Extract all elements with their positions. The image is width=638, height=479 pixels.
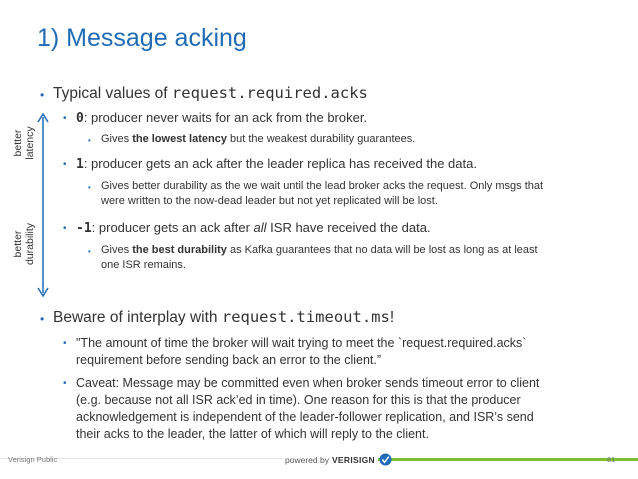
side-label-latency-line1: better bbox=[12, 129, 24, 157]
bullet-dot: • bbox=[63, 338, 67, 349]
caveat-line3: acknowledgement is independent of the leader-follower replication, and ISR’s send bbox=[76, 410, 534, 424]
bullet-dot: • bbox=[63, 223, 67, 234]
ack0-sub bbox=[101, 132, 415, 147]
ackm1-sub bbox=[101, 243, 631, 273]
ackm1-sub-pre: Gives bbox=[101, 244, 133, 256]
ack1-text: : producer gets an ack after the leader replica has received the data. bbox=[83, 156, 477, 171]
caveat-line2: (e.g. because not all ISR ack’ed in time). One reason for this is that the producer bbox=[76, 393, 521, 407]
ackm1-text-italic: all bbox=[253, 220, 267, 235]
caveat-line4: their acks to the leader, the latter of which will reply to the client. bbox=[76, 427, 429, 441]
verisign-check-icon bbox=[379, 453, 392, 466]
bullet-dot: • bbox=[40, 312, 45, 326]
brand-name: VERISIGN bbox=[331, 454, 375, 465]
ack1-sub bbox=[101, 179, 631, 209]
caveat-line1: Caveat: Message may be committed even when broker sends timeout error to client bbox=[76, 376, 540, 390]
powered-by-text: powered by bbox=[285, 454, 329, 465]
ackm1-sub-line2: one ISR remains. bbox=[101, 259, 186, 271]
ackm1-sub-line1 bbox=[101, 243, 631, 258]
typical-prefix: Typical values of bbox=[53, 85, 172, 102]
ack0-sub-bold: the lowest latency bbox=[132, 133, 227, 145]
ack1-sub-line1: Gives better durability as the we wait until the lead broker acks the request. Only msgs that bbox=[101, 180, 544, 192]
ackm1-sub-post: as Kafka guarantees that no data will be lost as long as at least bbox=[226, 244, 538, 256]
typical-code: request.required.acks bbox=[171, 84, 368, 102]
ack1-code: 1 bbox=[76, 157, 84, 172]
bullet-dot: • bbox=[63, 378, 67, 389]
bullet-ack-1 bbox=[76, 156, 477, 172]
bullet-dot: • bbox=[88, 136, 91, 145]
ack0-sub-pre: Gives bbox=[101, 133, 133, 145]
beware-suffix: ! bbox=[389, 309, 395, 326]
bullet-dot: • bbox=[63, 113, 67, 124]
ack1-sub-line2: were written to the now-dead leader but not yet replicated will be lost. bbox=[101, 195, 438, 207]
ackm1-sub-bold: the best durability bbox=[132, 244, 227, 256]
ack0-sub-post: but the weakest durability guarantees. bbox=[226, 133, 416, 145]
ackm1-text-pre: : producer gets an ack after bbox=[91, 220, 254, 235]
footer-classification: Verisign Public bbox=[8, 455, 58, 464]
ackm1-text-post: ISR have received the data. bbox=[266, 220, 431, 235]
bullet-ack-minus1 bbox=[76, 220, 431, 236]
side-label-better-latency bbox=[12, 120, 36, 166]
ack0-code: 0 bbox=[76, 111, 84, 126]
side-label-durability-line2: durability bbox=[24, 222, 36, 266]
bullet-caveat bbox=[76, 375, 539, 443]
beware-prefix: Beware of interplay with bbox=[53, 309, 222, 326]
bullet-ack-0 bbox=[76, 110, 367, 126]
bullet-typical-values bbox=[53, 84, 368, 103]
beware-code: request.timeout.ms bbox=[221, 308, 390, 326]
bullet-beware bbox=[53, 308, 394, 327]
double-arrow-icon bbox=[36, 110, 50, 300]
slide-title: 1) Message acking bbox=[37, 24, 247, 52]
bullet-dot: • bbox=[88, 183, 91, 192]
page-number: 81 bbox=[607, 455, 616, 464]
bullet-dot: • bbox=[88, 247, 91, 256]
bullet-dot: • bbox=[63, 159, 67, 170]
bullet-quote bbox=[76, 335, 526, 369]
quote-line2: requirement before sending back an error to the client.” bbox=[76, 353, 382, 367]
side-label-better-durability bbox=[12, 214, 36, 274]
side-label-latency-line2: latency bbox=[24, 126, 36, 160]
ack0-text: : producer never waits for an ack from the broker. bbox=[83, 110, 368, 125]
ackm1-code: -1 bbox=[76, 221, 92, 236]
footer-powered-by bbox=[285, 453, 392, 466]
footer-accent-line bbox=[378, 458, 638, 461]
quote-line1: "The amount of time the broker will wait trying to meet the `request.required.acks` bbox=[76, 336, 527, 350]
side-label-durability-line1: better bbox=[12, 230, 24, 258]
bullet-dot: • bbox=[40, 88, 45, 102]
